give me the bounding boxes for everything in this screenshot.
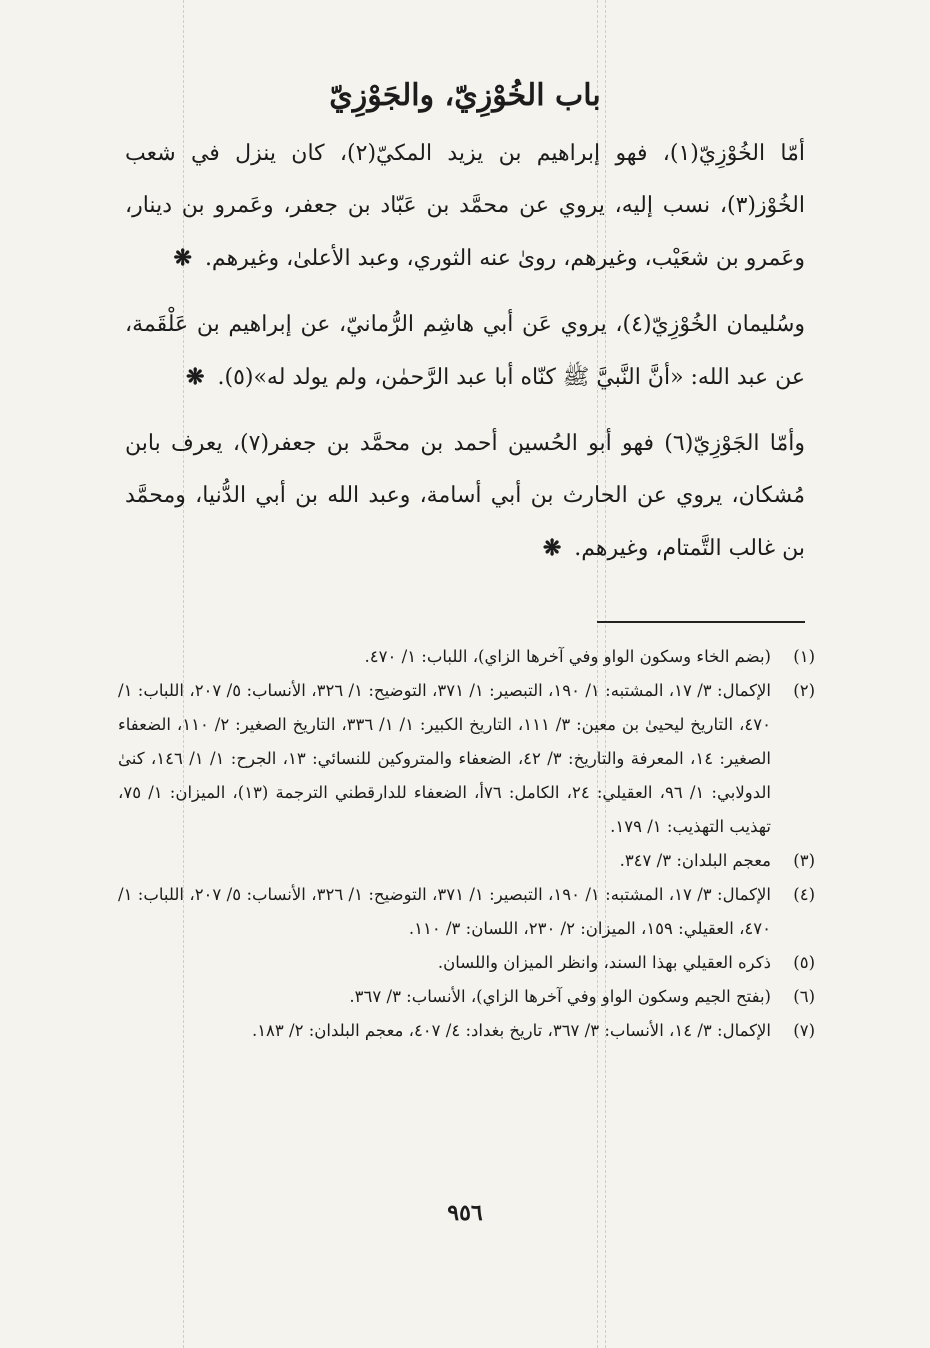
paragraph-text: وأمّا الجَوْزِيّ(٦) فهو أبو الحُسين أحمد بن محمَّد بن جعفر(٧)، يعرف بابن مُشكان، يروي عن الحارث بن أبي أسامة، وعبد الله بن أبي الدُّنيا، ومحمَّد بن غالب التَّمتام، وغيرهم. [125, 431, 806, 561]
footnote-item [118, 878, 815, 946]
paragraph-text: أمّا الخُوْزِيّ(١)، فهو إبراهيم بن يزيد المكيّ(٢)، كان ينزل في شعب الخُوْز(٣)، نسب إليه، يروي عن محمَّد بن عَبّاد بن جعفر، وعَمرو بن دينار، وعَمرو بن شعَيْب، وغيرهم، روىٰ عنه الثوري، وعبد الأعلىٰ، وغيرهم. [125, 141, 805, 271]
footnote-item [118, 1014, 815, 1048]
footnote-number: (٥) [793, 953, 815, 972]
footnote-number: (٦) [793, 987, 815, 1006]
footnote-number: (٤) [793, 885, 815, 904]
footnote-item [118, 980, 815, 1014]
footnote-text: ذكره العقيلي بهذا السند، وانظر الميزان واللسان. [437, 953, 771, 972]
footnote-number: (٣) [793, 851, 815, 870]
footnote-text: الإكمال: ٣/ ١٧، المشتبه: ١/ ١٩٠، التبصير: ١/ ٣٧١، التوضيح: ١/ ٣٢٦، الأنساب: ٥/ ٢٠٧، اللباب: ١/ ٤٧٠، التاريخ ليحيىٰ بن معين: ٣/ ١١١، التاريخ الكبير: ١/ ١/ ٣٣٦، التاريخ الصغير: ٢/ ١١٠، الضعفاء الصغير: ١٤، المعرفة والتاريخ: ٣/ ٤٢، الضعفاء والمتروكين للنسائي: ١٣، الجرح: ١/ ١/ ١٤٦، كنىٰ الدولابي: ١/ ٩٦، العقيلي: ٢٤، الكامل: ٧٦أ، الضعفاء للدارقطني الترجمة (١٣)، الميزان: ١/ ٧٥، تهذيب التهذيب: ١/ ١٧٩. [118, 681, 771, 836]
footnote-text: الإكمال: ٣/ ١٧، المشتبه: ١/ ١٩٠، التبصير: ١/ ٣٧١، التوضيح: ١/ ٣٢٦، الأنساب: ٥/ ٢٠٧، اللباب: ١/ ٤٧٠، العقيلي: ١٥٩، الميزان: ٢/ ٢٣٠، اللسان: ٣/ ١١٠. [118, 885, 771, 938]
footnote-text: (بفتح الجيم وسكون الواو وفي آخرها الزاي)، الأنساب: ٣/ ٣٦٧. [349, 987, 771, 1006]
footnote-text: معجم البلدان: ٣/ ٣٤٧. [619, 851, 771, 870]
footnote-number: (١) [793, 647, 815, 666]
end-mark: ❋ [173, 245, 192, 271]
chapter-title: باب الخُوْزِيّ، والجَوْزِيّ [329, 78, 601, 113]
paragraph-jawzi [125, 418, 805, 575]
footnote-text: (بضم الخاء وسكون الواو وفي آخرها الزاي)، اللباب: ١/ ٤٧٠. [364, 647, 771, 666]
footnote-number: (٢) [793, 681, 815, 700]
footnote-item [118, 946, 815, 980]
end-mark: ❋ [542, 535, 562, 561]
page-number: ٩٥٦ [447, 1200, 483, 1226]
footnote-separator [597, 621, 805, 623]
end-mark: ❋ [186, 364, 205, 390]
footnote-item [118, 674, 815, 844]
paragraph-text: وسُليمان الخُوْزِيّ(٤)، يروي عَن أبي هاشِم الرُّمانيّ، عن إبراهيم بن عَلْقَمة، عن عبد الله: «أنَّ النَّبيَّ ﷺ كنّاه أبا عبد الرَّحمٰن، ولم يولد له»(٥). [125, 312, 805, 390]
footnote-item [118, 844, 815, 878]
footnote-item [118, 640, 815, 674]
footnote-text: الإكمال: ٣/ ١٤، الأنساب: ٣/ ٣٦٧، تاريخ بغداد: ٤/ ٤٠٧، معجم البلدان: ٢/ ١٨٣. [251, 1021, 771, 1040]
footnote-number: (٧) [793, 1021, 815, 1040]
main-text [125, 128, 805, 575]
paragraph-khawzi-ibrahim [125, 128, 805, 285]
paragraph-khawzi-sulayman [125, 299, 805, 404]
footnotes [118, 640, 815, 1048]
